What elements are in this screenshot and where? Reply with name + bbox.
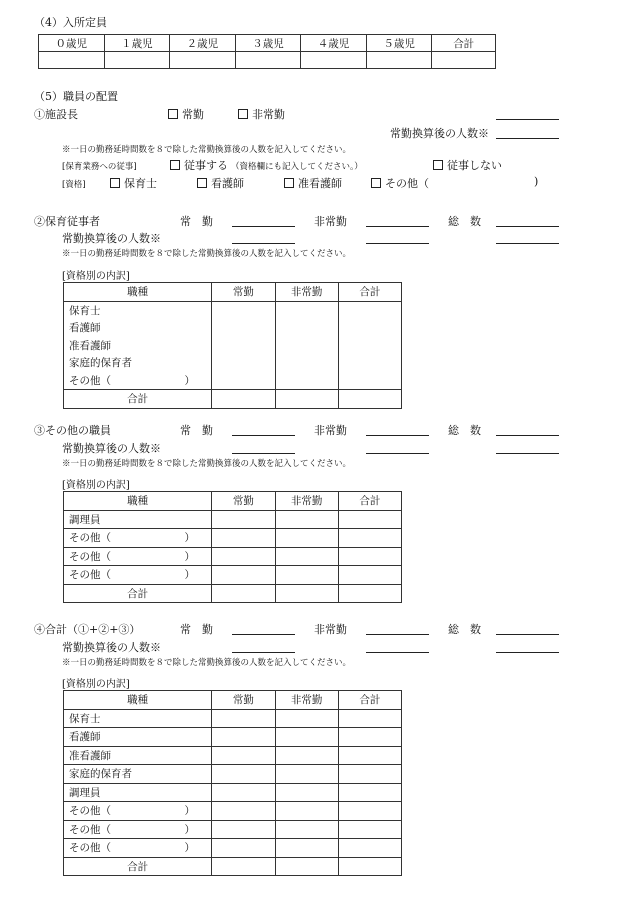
cell[interactable] bbox=[212, 709, 275, 728]
duty-yes-option[interactable] bbox=[170, 157, 363, 173]
director-note: ※一日の勤務延時間数を８で除した常勤換算後の人数を記入してください。 bbox=[62, 145, 352, 155]
cell[interactable] bbox=[338, 839, 401, 858]
cell[interactable] bbox=[212, 566, 275, 585]
other-staff-label: ③その他の職員 bbox=[34, 424, 111, 437]
grand-parttime-field[interactable] bbox=[366, 634, 429, 635]
total-row-label: 合計 bbox=[64, 857, 212, 876]
checkbox-icon bbox=[197, 178, 207, 188]
nursery-parttime-cell[interactable] bbox=[275, 301, 338, 390]
checkbox-icon bbox=[433, 160, 443, 170]
qual-option-3[interactable] bbox=[371, 175, 429, 191]
capacity-header-4: ４歳児 bbox=[301, 35, 367, 52]
capacity-header-2: ２歳児 bbox=[170, 35, 236, 52]
cell[interactable] bbox=[338, 547, 401, 566]
director-fte-label: 常勤換算後の人数※ bbox=[390, 127, 489, 140]
cell[interactable] bbox=[212, 547, 275, 566]
cell[interactable] bbox=[212, 839, 275, 858]
checkbox-icon bbox=[170, 160, 180, 170]
nursery-fte-parttime[interactable] bbox=[366, 243, 429, 244]
other-total-field[interactable] bbox=[496, 435, 559, 436]
row-label: その他（ ） bbox=[64, 820, 212, 839]
table-header: 職種 bbox=[64, 691, 212, 710]
director-parttime-option[interactable] bbox=[238, 106, 285, 122]
nursery-fte-fulltime[interactable] bbox=[232, 243, 295, 244]
cell[interactable] bbox=[338, 746, 401, 765]
grand-fulltime-label: 常 勤 bbox=[180, 623, 213, 636]
row-label: 准看護師 bbox=[64, 337, 212, 355]
capacity-header-1: １歳児 bbox=[104, 35, 170, 52]
table-header: 非常勤 bbox=[275, 492, 338, 511]
cell[interactable] bbox=[338, 802, 401, 821]
table-header: 職種 bbox=[64, 492, 212, 511]
capacity-input-0[interactable] bbox=[39, 52, 105, 69]
nursery-fte-label: 常勤換算後の人数※ bbox=[62, 232, 161, 245]
grand-note: ※一日の勤務延時間数を８で除した常勤換算後の人数を記入してください。 bbox=[62, 658, 352, 668]
qual-option-0[interactable] bbox=[110, 175, 157, 191]
cell[interactable] bbox=[275, 728, 338, 747]
cell[interactable] bbox=[275, 510, 338, 529]
table-header: 非常勤 bbox=[275, 691, 338, 710]
total-cell[interactable] bbox=[338, 584, 401, 603]
table-header: 常勤 bbox=[212, 691, 275, 710]
cell[interactable] bbox=[212, 510, 275, 529]
cell[interactable] bbox=[212, 728, 275, 747]
total-cell[interactable] bbox=[338, 857, 401, 876]
total-cell[interactable] bbox=[212, 390, 275, 409]
director-fte-field[interactable] bbox=[496, 138, 559, 139]
table-header: 非常勤 bbox=[275, 283, 338, 302]
cell[interactable] bbox=[275, 547, 338, 566]
cell[interactable] bbox=[338, 529, 401, 548]
total-cell[interactable] bbox=[338, 390, 401, 409]
other-fte-total[interactable] bbox=[496, 453, 559, 454]
nursery-fulltime-field[interactable] bbox=[232, 226, 295, 227]
director-parttime-label: 非常勤 bbox=[252, 108, 285, 121]
other-breakdown-table bbox=[63, 491, 402, 603]
other-fulltime-field[interactable] bbox=[232, 435, 295, 436]
capacity-header-0: ０歳児 bbox=[39, 35, 105, 52]
grand-fulltime-field[interactable] bbox=[232, 634, 295, 635]
nursery-total-cell[interactable] bbox=[338, 301, 401, 390]
cell[interactable] bbox=[275, 529, 338, 548]
capacity-input-3[interactable] bbox=[235, 52, 301, 69]
section-4-title: （4）入所定員 bbox=[34, 16, 107, 29]
table-header: 合計 bbox=[338, 283, 401, 302]
qual-option-label: 准看護師 bbox=[298, 177, 342, 190]
nursery-parttime-label: 非常勤 bbox=[314, 215, 347, 228]
row-label: その他（ ） bbox=[64, 372, 212, 390]
cell[interactable] bbox=[275, 802, 338, 821]
row-label: 調理員 bbox=[64, 783, 212, 802]
other-fte-fulltime[interactable] bbox=[232, 453, 295, 454]
director-fulltime-label: 常勤 bbox=[182, 108, 204, 121]
cell[interactable] bbox=[338, 510, 401, 529]
qual-option-label: その他（ bbox=[385, 177, 429, 190]
nursery-breakdown-table bbox=[63, 282, 402, 409]
capacity-input-4[interactable] bbox=[301, 52, 367, 69]
table-header: 合計 bbox=[338, 492, 401, 511]
duty-yes-note: （資格欄にも記入してください。） bbox=[231, 162, 363, 172]
checkbox-icon bbox=[371, 178, 381, 188]
checkbox-icon bbox=[238, 109, 248, 119]
grand-breakdown-table bbox=[63, 690, 402, 876]
capacity-header-3: ３歳児 bbox=[235, 35, 301, 52]
cell[interactable] bbox=[338, 709, 401, 728]
row-label: その他（ ） bbox=[64, 566, 212, 585]
capacity-input-total[interactable] bbox=[432, 52, 496, 69]
cell[interactable] bbox=[338, 783, 401, 802]
qual-label: [資格] bbox=[62, 180, 86, 190]
qual-option-label: 看護師 bbox=[211, 177, 244, 190]
table-header: 職種 bbox=[64, 283, 212, 302]
other-fulltime-label: 常 勤 bbox=[180, 424, 213, 437]
cell[interactable] bbox=[275, 765, 338, 784]
grand-total-label: ④合計（①+②+③） bbox=[34, 623, 141, 636]
nursery-breakdown-label: [資格別の内訳] bbox=[62, 271, 130, 282]
cell[interactable] bbox=[275, 566, 338, 585]
row-label: 家庭的保育者 bbox=[64, 354, 212, 372]
other-fte-label: 常勤換算後の人数※ bbox=[62, 442, 161, 455]
cell[interactable] bbox=[212, 765, 275, 784]
row-label: その他（ ） bbox=[64, 547, 212, 566]
row-label: その他（ ） bbox=[64, 529, 212, 548]
grand-fte-parttime[interactable] bbox=[366, 652, 429, 653]
nursery-fulltime-label: 常 勤 bbox=[180, 215, 213, 228]
nursery-total-label: 総 数 bbox=[448, 215, 481, 228]
row-label: 保育士 bbox=[64, 709, 212, 728]
qual-option-2[interactable] bbox=[284, 175, 342, 191]
cell[interactable] bbox=[275, 820, 338, 839]
checkbox-icon bbox=[284, 178, 294, 188]
capacity-header-5: ５歳児 bbox=[366, 35, 432, 52]
capacity-input-2[interactable] bbox=[170, 52, 236, 69]
section-5-title: （5）職員の配置 bbox=[34, 90, 118, 103]
table-header: 常勤 bbox=[212, 283, 275, 302]
cell[interactable] bbox=[338, 566, 401, 585]
total-cell[interactable] bbox=[275, 390, 338, 409]
other-parttime-field[interactable] bbox=[366, 435, 429, 436]
grand-fte-total[interactable] bbox=[496, 652, 559, 653]
director-label: ①施設長 bbox=[34, 108, 78, 121]
other-fte-parttime[interactable] bbox=[366, 453, 429, 454]
table-header: 常勤 bbox=[212, 492, 275, 511]
total-cell[interactable] bbox=[212, 584, 275, 603]
capacity-header-total: 合計 bbox=[432, 35, 496, 52]
grand-breakdown-label: [資格別の内訳] bbox=[62, 679, 130, 690]
duty-label: [保育業務への従事] bbox=[62, 162, 137, 172]
total-row-label: 合計 bbox=[64, 584, 212, 603]
qual-option-label: 保育士 bbox=[124, 177, 157, 190]
capacity-table bbox=[38, 34, 496, 69]
nursery-parttime-field[interactable] bbox=[366, 226, 429, 227]
nursery-fte-total[interactable] bbox=[496, 243, 559, 244]
cell[interactable] bbox=[275, 783, 338, 802]
duty-yes-label: 従事する bbox=[184, 159, 228, 172]
row-label: 保育士 bbox=[64, 301, 212, 319]
nursery-fulltime-cell[interactable] bbox=[212, 301, 275, 390]
qual-close-paren: ) bbox=[534, 175, 539, 188]
other-parttime-label: 非常勤 bbox=[314, 424, 347, 437]
duty-no-label: 従事しない bbox=[447, 159, 502, 172]
nursery-staff-label: ②保育従事者 bbox=[34, 215, 100, 228]
row-label: その他（ ） bbox=[64, 839, 212, 858]
capacity-input-5[interactable] bbox=[366, 52, 432, 69]
total-cell[interactable] bbox=[275, 857, 338, 876]
grand-total-field[interactable] bbox=[496, 634, 559, 635]
grand-parttime-label: 非常勤 bbox=[314, 623, 347, 636]
qual-option-1[interactable] bbox=[197, 175, 244, 191]
director-field-line[interactable] bbox=[496, 119, 559, 120]
other-breakdown-label: [資格別の内訳] bbox=[62, 480, 130, 491]
cell[interactable] bbox=[275, 839, 338, 858]
nursery-total-field[interactable] bbox=[496, 226, 559, 227]
cell[interactable] bbox=[212, 783, 275, 802]
row-label: 看護師 bbox=[64, 319, 212, 337]
cell[interactable] bbox=[212, 529, 275, 548]
grand-fte-fulltime[interactable] bbox=[232, 652, 295, 653]
table-header: 合計 bbox=[338, 691, 401, 710]
total-cell[interactable] bbox=[212, 857, 275, 876]
row-label: 家庭的保育者 bbox=[64, 765, 212, 784]
cell[interactable] bbox=[275, 709, 338, 728]
total-cell[interactable] bbox=[275, 584, 338, 603]
other-note: ※一日の勤務延時間数を８で除した常勤換算後の人数を記入してください。 bbox=[62, 459, 352, 469]
capacity-input-1[interactable] bbox=[104, 52, 170, 69]
director-fulltime-option[interactable] bbox=[168, 106, 204, 122]
cell[interactable] bbox=[212, 820, 275, 839]
cell[interactable] bbox=[338, 765, 401, 784]
nursery-note: ※一日の勤務延時間数を８で除した常勤換算後の人数を記入してください。 bbox=[62, 249, 352, 259]
row-label: 調理員 bbox=[64, 510, 212, 529]
other-total-label: 総 数 bbox=[448, 424, 481, 437]
total-row-label: 合計 bbox=[64, 390, 212, 409]
cell[interactable] bbox=[338, 820, 401, 839]
checkbox-icon bbox=[168, 109, 178, 119]
duty-no-option[interactable] bbox=[433, 157, 502, 173]
row-label: 准看護師 bbox=[64, 746, 212, 765]
cell[interactable] bbox=[212, 802, 275, 821]
grand-fte-label: 常勤換算後の人数※ bbox=[62, 641, 161, 654]
grand-total-count-label: 総 数 bbox=[448, 623, 481, 636]
row-label: 看護師 bbox=[64, 728, 212, 747]
cell[interactable] bbox=[212, 746, 275, 765]
checkbox-icon bbox=[110, 178, 120, 188]
cell[interactable] bbox=[338, 728, 401, 747]
row-label: その他（ ） bbox=[64, 802, 212, 821]
cell[interactable] bbox=[275, 746, 338, 765]
